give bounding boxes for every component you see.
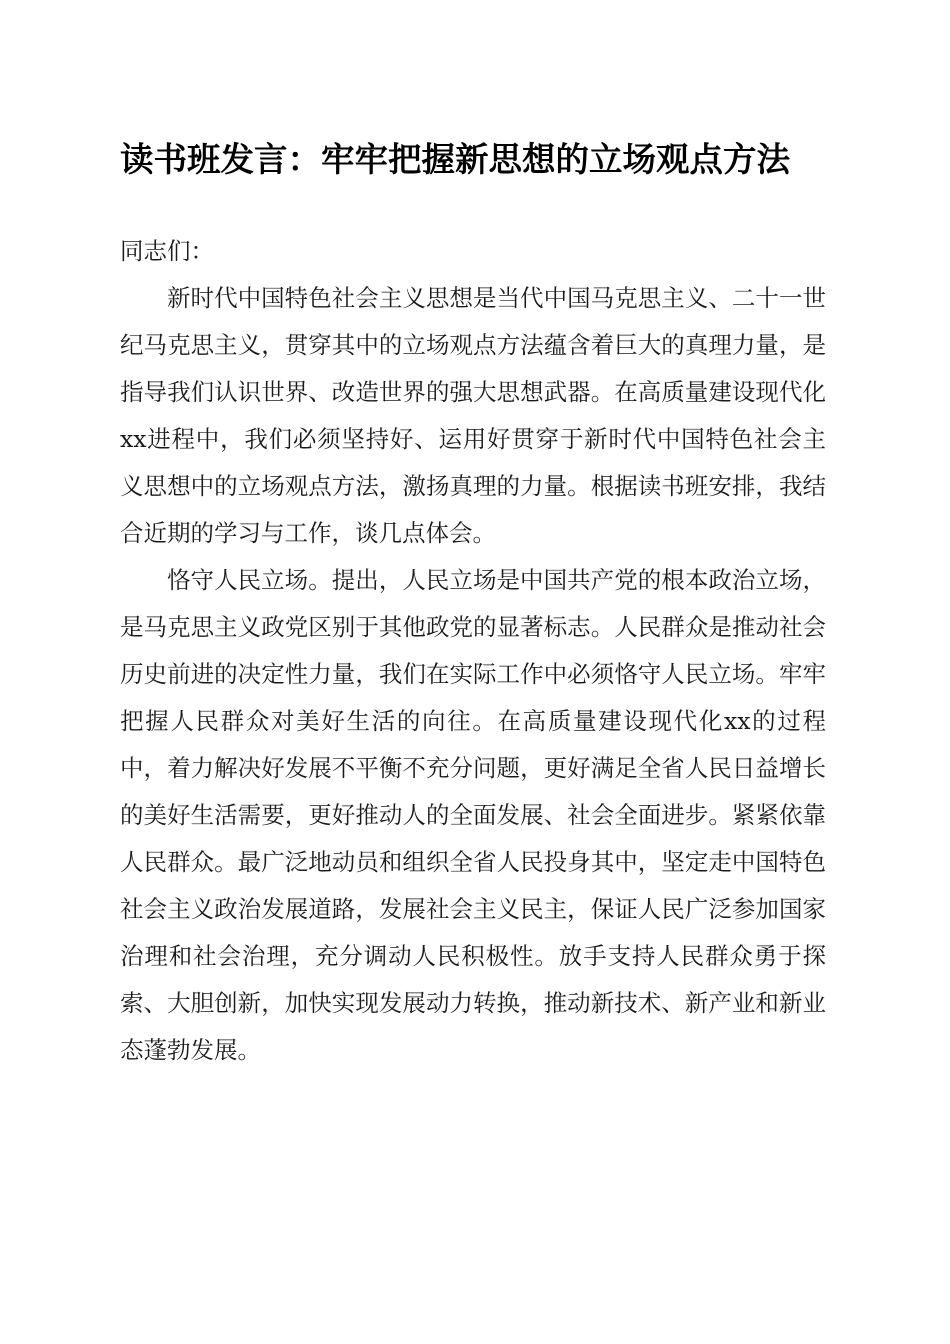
paragraph-people-stance: 恪守人民立场。提出，人民立场是中国共产党的根本政治立场，是马克思主义政党区别于其他政党的显著标志。人民群众是推动社会历史前进的决定性力量，我们在实际工作中必须恪守人民立场。牢牢把握人民群众对美好生活的向往。在高质量建设现代化xx的过程中，着力解决好发展不平衡不充分问题，更好满足全省人民日益增长的美好生活需要，更好推动人的全面发展、社会全面进步。紧紧依靠人民群众。最广泛地动员和组织全省人民投身其中，坚定走中国特色社会主义政治发展道路，发展社会主义民主，保证人民广泛参加国家治理和社会治理，充分调动人民积极性。放手支持人民群众勇于探索、大胆创新，加快实现发展动力转换，推动新技术、新产业和新业态蓬勃发展。: [120, 566, 826, 1064]
document-body: [120, 228, 826, 1074]
salutation: 同志们：: [120, 237, 214, 265]
document-title: 读书班发言：牢牢把握新思想的立场观点方法: [120, 140, 790, 179]
paragraph-intro: 新时代中国特色社会主义思想是当代中国马克思主义、二十一世纪马克思主义，贯穿其中的立场观点方法蕴含着巨大的真理力量，是指导我们认识世界、改造世界的强大思想武器。在高质量建设现代化xx进程中，我们必须坚持好、运用好贯穿于新时代中国特色社会主义思想中的立场观点方法，激扬真理的力量。根据读书班安排，我结合近期的学习与工作，谈几点体会。: [120, 284, 826, 547]
